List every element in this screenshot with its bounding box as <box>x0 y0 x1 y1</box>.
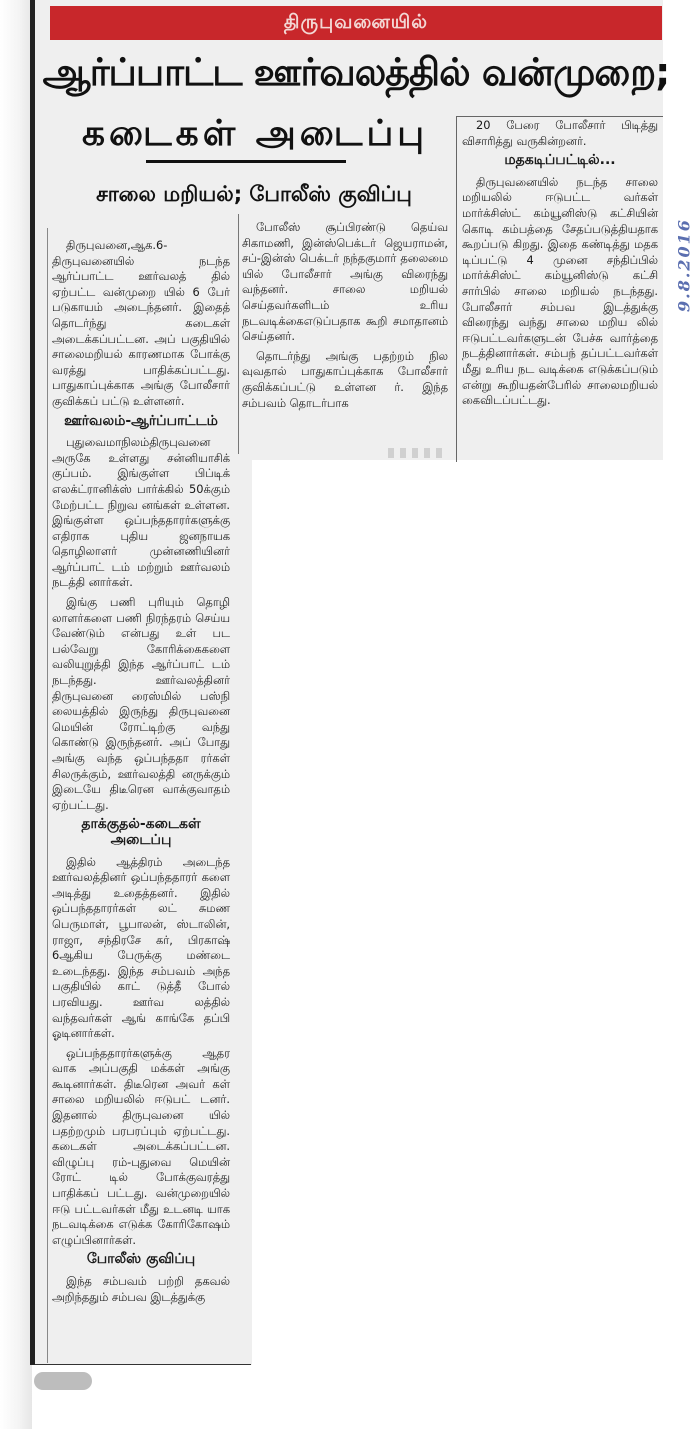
column-rule <box>238 214 239 454</box>
column-rule <box>47 228 48 1363</box>
column-1 <box>52 238 230 1309</box>
section-heading: போலீஸ் குவிப்பு <box>86 1251 196 1268</box>
location-banner <box>50 6 662 40</box>
blank-paper-area <box>252 460 700 1429</box>
clipping-left-edge <box>30 0 35 1365</box>
paragraph: திருபுவனை,ஆக.6- திருபுவனையில் நடந்த ஆர்ப்பாட்ட ஊர்வலத் தில் ஏற்பட்ட வன்முறை யில் 6 பேர் படுகாயம் அடைந்தனர். இதைத் தொடர்ந்து கடைகள் அடைக்கப்பட்டன. அப் பகுதியில் சாலைமறியல் காரணமாக போக்கு வரத்து பாதிக்கப்பட்டது. பாதுகாப்புக்காக அங்கு போலீசார் குவிக்கப் பட்டு உள்ளனர். <box>52 238 230 408</box>
handwritten-date: 9.8.2016 <box>674 218 694 312</box>
scan-margin <box>0 0 32 1429</box>
paragraph: இதில் ஆத்திரம் அடைந்த ஊர்வலத்தினர் ஒப்பந்ததாரர் களை அடித்து உதைத்தனர். இதில் ஒப்பந்ததாரர்கள் லட் சுமண பெருமாள், பூபாலன், ஸ்டாலின், ராஜா, சந்திரசே கர், பிரகாஷ் 6ஆகிய பேருக்கு மண்டை உடைந்தது. இந்த சம்பவம் அந்த பகுதியில் காட் டுத்தீ போல் பரவியது. ஊர்வ லத்தில் வந்தவர்கள் ஆங் காங்கே தப்பி ஓடினார்கள். <box>52 854 230 1041</box>
subhead: கடைகள் அடைப்பு <box>81 113 429 154</box>
paragraph: போலீஸ் சூப்பிரண்டு தெய்வ சிகாமணி, இன்ஸ்பெக்டர் ஜெயராமன், சப்-இன்ஸ் பெக்டர் நந்தகுமார் தலைமை யில் போலீசார் அங்கு விரைந்து வந்தனர். சாலை மறியல் செய்தவர்களிடம் உரிய நடவடிக்கைஎடுப்பதாக கூறி சமாதானம் செய்தனர். <box>242 220 448 344</box>
paragraph: இங்கு பணி புரியும் தொழி லாளர்களை பணி நிரந்தரம் செய்ய வேண்டும் என்பது உள் பட பல்வேறு கோரிக்கைகளை வலியுறுத்தி இந்த ஆர்ப்பாட் டம் நடந்தது. ஊர்வலத்தினர் திருபுவனை ரைஸ்மில் பஸ்நி லையத்தில் இருந்து திருபுவனை மெயின் ரோட்டிற்கு வந்து கொண்டு இருந்தனர். அப் போது அங்கு வந்த ஒப்பந்ததா ரர்கள் சிலருக்கும், ஊர்வலத்தி னருக்கும் இடையே திடீரென வாக்குவாதம் ஏற்பட்டது. <box>52 595 230 812</box>
bottom-rule <box>35 1364 251 1365</box>
paragraph: தொடர்ந்து அங்கு பதற்றம் நில வுவதால் பாதுகாப்புக்காக போலீசார் குவிக்கப்பட்டு உள்ளன ர். இந்த சம்பவம் தொடர்பாக <box>242 348 448 410</box>
subhead-underline <box>146 160 346 163</box>
paragraph: 20 பேரை போலீசார் பிடித்து விசாரித்து வருகின்றனர். <box>462 118 658 148</box>
section-heading: மதகடிப்பட்டில்... <box>504 152 616 169</box>
paragraph: புதுவைமாநிலம்திருபுவனை அருகே உள்ளது சன்னியாசிக் குப்பம். இங்குள்ள பிப்டிக் எலக்ட்ரானிக்ஸ் பார்க்கில் 50க்கும் மேற்பட்ட நிறுவ னங்கள் உள்ளன. இங்குள்ள ஒப்பந்ததாரர்களுக்கு எதிராக புதிய ஜனநாயக தொழிலாளர் முன்னணியினர் ஆர்ப்பாட் டம் மற்றும் ஊர்வலம் நடத்தி னார்கள். <box>52 435 230 590</box>
paragraph: ஒப்பந்ததாரர்களுக்கு ஆதர வாக அப்பகுதி மக்கள் அங்கு கூடினார்கள். திடீரென அவர் கள் சாலை மறியலில் ஈடுபட் டனர். இதனால் திருபுவனை யில் பதற்றமும் பரபரப்பும் ஏற்பட்டது. கடைகள் அடைக்கப்பட்டன. விழுப்பு ரம்-புதுவை மெயின் ரோட் டில் போக்குவரத்து பாதிக்கப் பட்டது. வன்முறையில் ஈடு பட்டவர்கள் மீது உடனடி யாக நடவடிக்கை எடுக்க கோரிகோஷம் எழுப்பினார்கள். <box>52 1045 230 1247</box>
location-banner-text: திருபுவனையில் <box>283 10 429 33</box>
paragraph: இந்த சம்பவம் பற்றி தகவல் அறிந்ததும் சம்பவ இடத்துக்கு <box>52 1274 230 1304</box>
column-2 <box>242 220 448 415</box>
scan-artifact <box>34 1372 92 1390</box>
paragraph: திருபுவனையில் நடந்த சாலை மறியலில் ஈடுபட்ட வர்கள் மார்க்சிஸ்ட் கம்யூனிஸ்டு கட்சியின் கொடி கம்பத்தை சேதப்படுத்தியதாக கூறப்படு கிறது. இதை கண்டித்து மதக டிப்பட்டு 4 முனை சந்திப்பில் மார்க்சிஸ்ட் கம்யூனிஸ்டு கட்சி சார்பில் சாலை மறியல் நடந்தது. போலீசார் சம்பவ இடத்துக்கு விரைந்து வந்து சாலை மறிய லில் ஈடுபட்டவர்களுடன் பேச்சு வார்த்தை நடத்தினார்கள். சம்பந் தப்பட்டவர்கள் மீது உரிய நட வடிக்கை எடுக்கப்படும் என்று கூறியதன்பேரில் சாலைமறியல் கைவிடப்பட்டது. <box>462 174 658 408</box>
section-heading: தாக்குதல்-கடைகள் அடைப்பு <box>81 816 201 848</box>
column-3 <box>462 118 658 413</box>
deck-line: சாலை மறியல்; போலீஸ் குவிப்பு <box>96 181 412 206</box>
scan-dots <box>388 448 448 458</box>
section-heading: ஊர்வலம்-ஆர்ப்பாட்டம் <box>64 412 218 429</box>
headline: ஆர்ப்பாட்ட ஊர்வலத்தில் வன்முறை; <box>42 50 670 94</box>
